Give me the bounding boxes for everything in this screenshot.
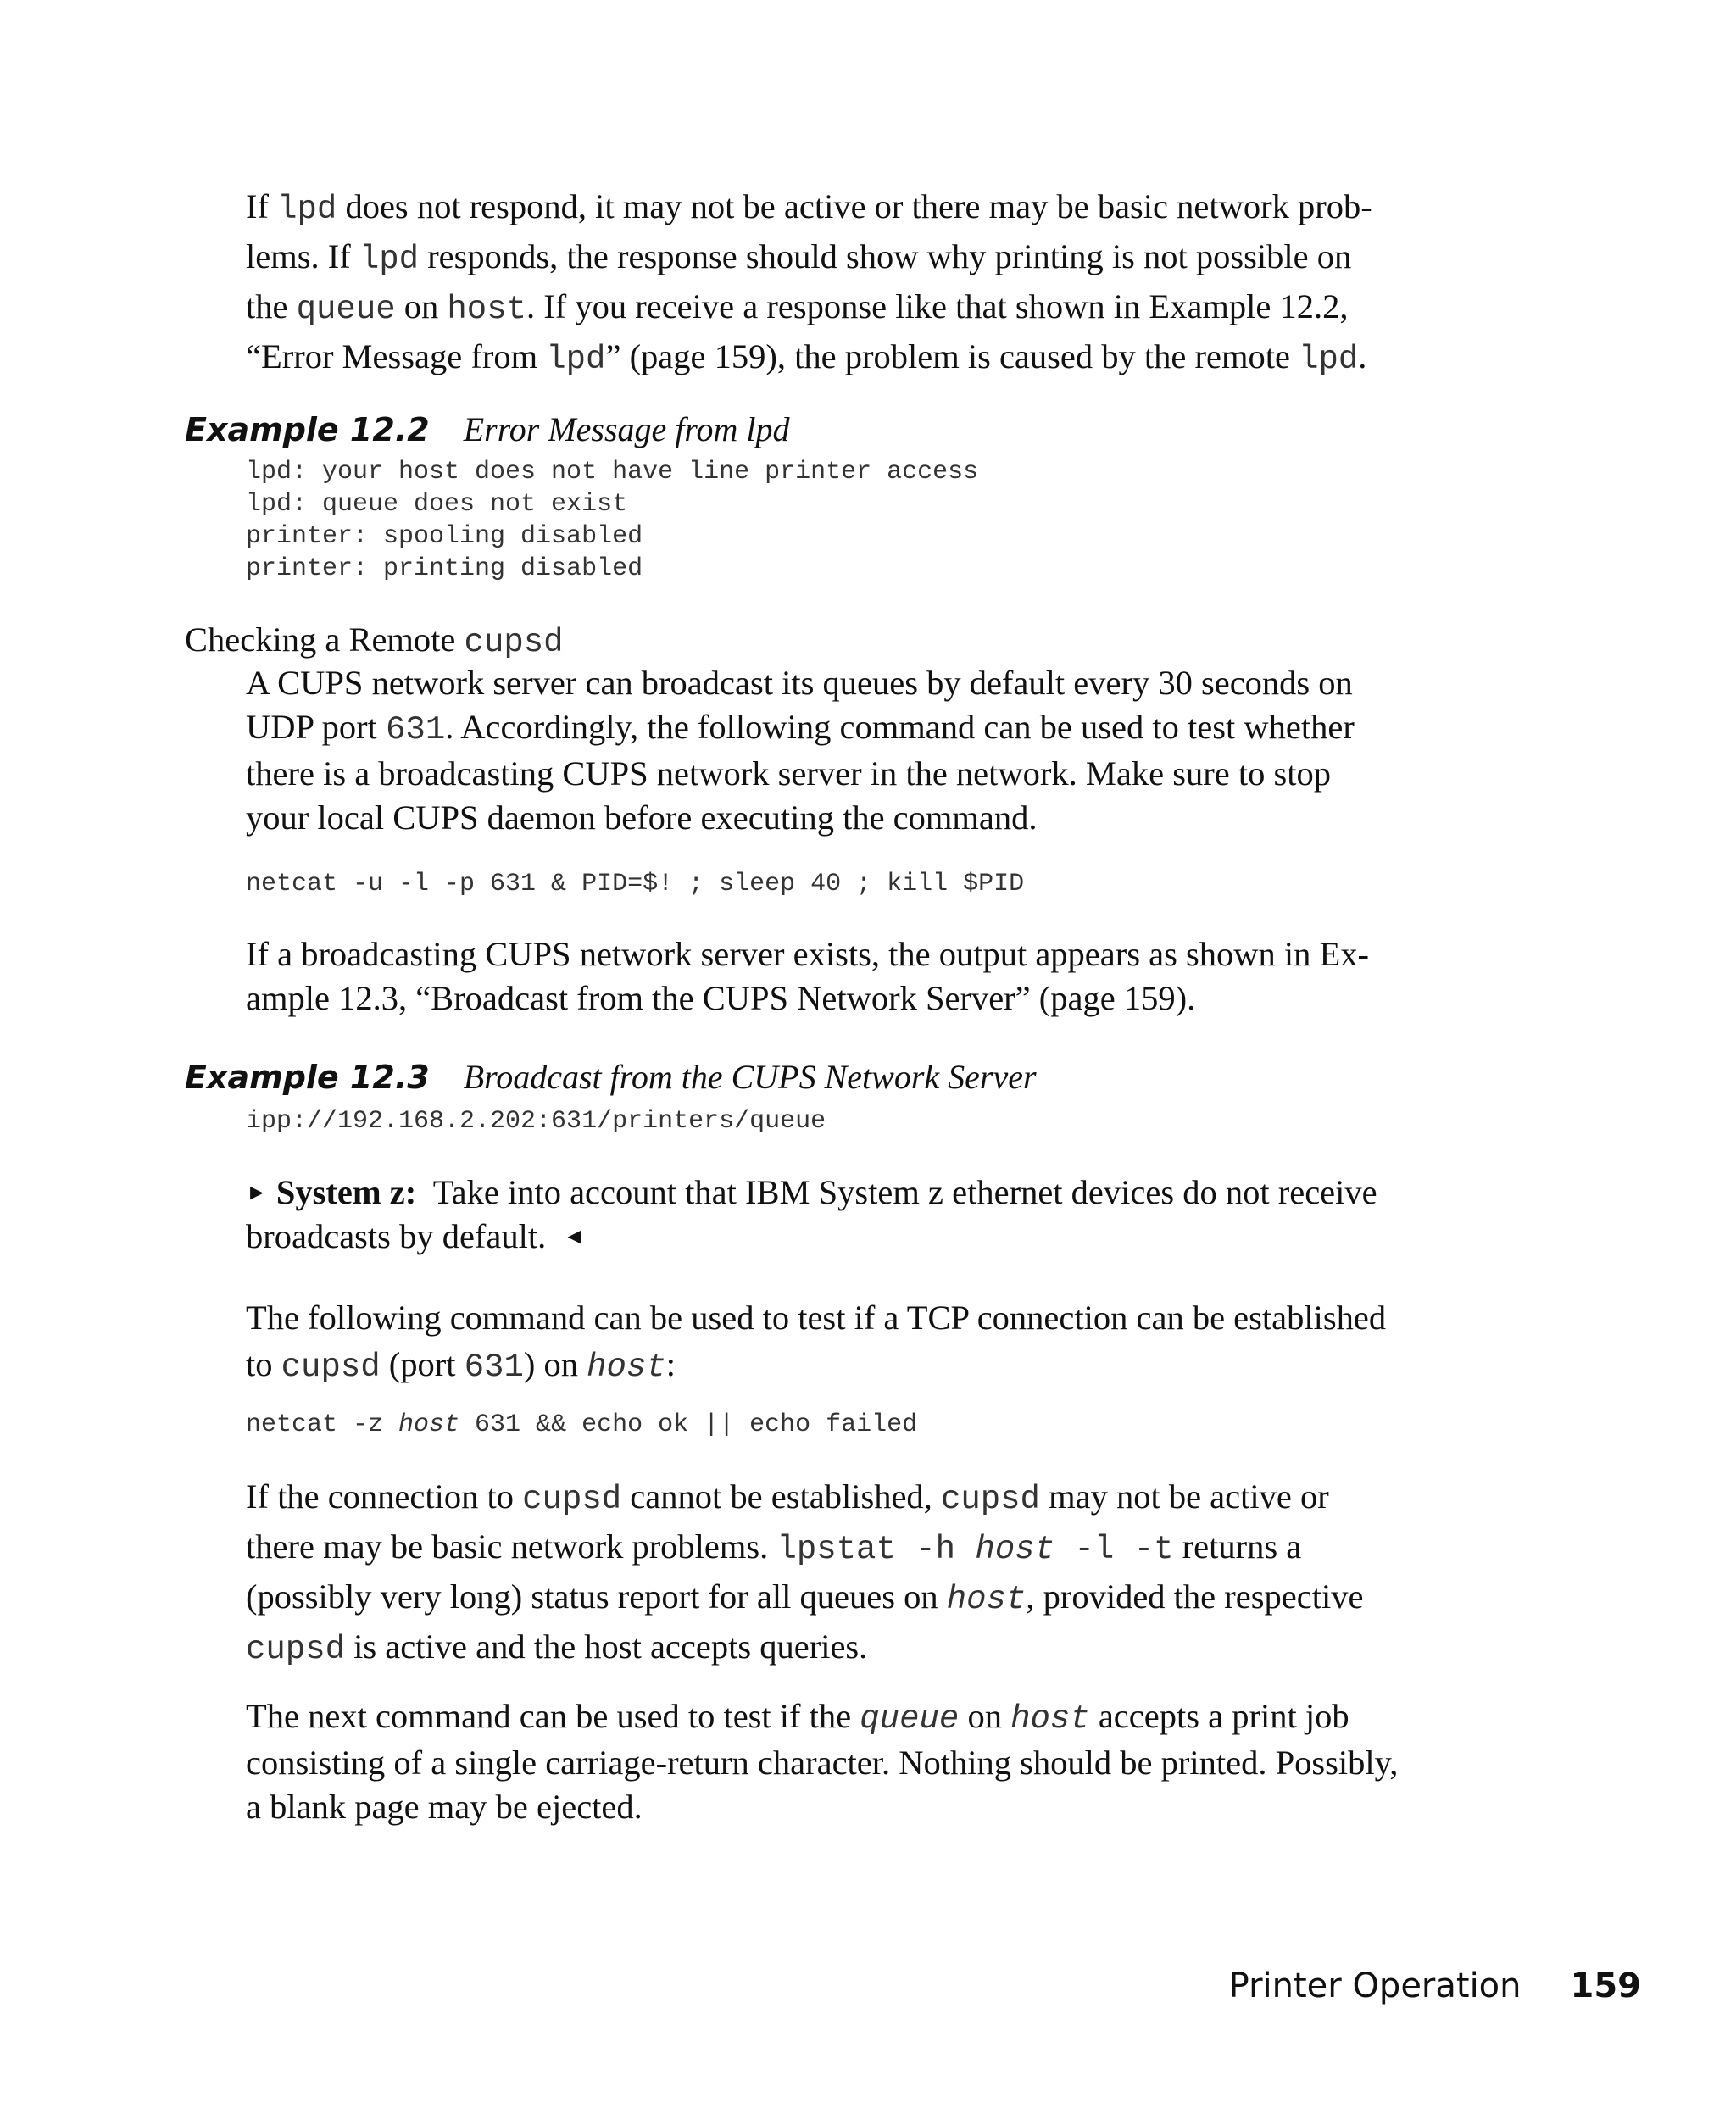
code-block-broadcast: ipp://192.168.2.202:631/printers/queue bbox=[246, 1107, 826, 1136]
paragraph-line: The next command can be used to test if the queue on host accepts a print job bbox=[246, 1697, 1349, 1738]
code-netcat-listen: netcat -u -l -p 631 & PID=$! ; sleep 40 ; kill $PID bbox=[246, 870, 1025, 898]
paragraph-line: to cupsd (port 631) on host: bbox=[246, 1345, 676, 1386]
paragraph-line: A CUPS network server can broadcast its queues by default every 30 seconds on bbox=[246, 664, 1353, 702]
paragraph-broadcast-output bbox=[246, 932, 1424, 1021]
example-label: Example 12.2 bbox=[185, 411, 430, 448]
paragraph-line: broadcasts by default. ◄ bbox=[246, 1217, 586, 1255]
note-end-marker-icon: ◄ bbox=[563, 1224, 586, 1249]
paragraph-line: If lpd does not respond, it may not be active or there may be basic network prob- bbox=[246, 187, 1372, 228]
paragraph-line: there may be basic network problems. lpstat -h host -l -t returns a bbox=[246, 1527, 1302, 1568]
paragraph-print-job-test bbox=[246, 1694, 1424, 1829]
paragraph-line: consisting of a single carriage-return character. Nothing should be printed. Possibly, bbox=[246, 1744, 1399, 1782]
code-line: printer: printing disabled bbox=[246, 554, 643, 583]
example-12-3-title bbox=[185, 1056, 1037, 1098]
code-line: printer: spooling disabled bbox=[246, 522, 643, 551]
example-12-2-title bbox=[185, 409, 790, 451]
paragraph-line: (possibly very long) status report for all queues on host, provided the respective bbox=[246, 1577, 1364, 1618]
paragraph-lpd-response bbox=[246, 183, 1424, 383]
paragraph-line: The following command can be used to test if a TCP connection can be established bbox=[246, 1299, 1387, 1337]
example-label: Example 12.3 bbox=[185, 1059, 430, 1096]
paragraph-line: your local CUPS daemon before executing the command. bbox=[246, 798, 1038, 837]
paragraph-tcp-test bbox=[246, 1294, 1424, 1391]
subheading-checking-remote-cupsd: Checking a Remote cupsd bbox=[185, 620, 564, 661]
paragraph-line: If the connection to cupsd cannot be established, cupsd may not be active or bbox=[246, 1477, 1329, 1518]
paragraph-line: ample 12.3, “Broadcast from the CUPS Network Server” (page 159). bbox=[246, 979, 1196, 1017]
code-line: lpd: queue does not exist bbox=[246, 490, 628, 519]
note-start-marker-icon: ► bbox=[246, 1180, 268, 1204]
paragraph-cups-broadcast bbox=[246, 661, 1424, 840]
page-number: 159 bbox=[1570, 1966, 1641, 2005]
note-system-z bbox=[246, 1171, 1424, 1259]
paragraph-line: If a broadcasting CUPS network server exists, the output appears as shown in Ex- bbox=[246, 935, 1369, 973]
paragraph-line: ► System z: Take into account that IBM System z ethernet devices do not receive bbox=[246, 1173, 1377, 1211]
paragraph-connection-failure bbox=[246, 1473, 1424, 1673]
code-line: lpd: your host does not have line printer access bbox=[246, 458, 979, 487]
paragraph-line: there is a broadcasting CUPS network server in the network. Make sure to stop bbox=[246, 754, 1331, 793]
paragraph-line: cupsd is active and the host accepts queries. bbox=[246, 1627, 868, 1668]
example-caption: Error Message from lpd bbox=[463, 410, 790, 448]
page-footer bbox=[1229, 1965, 1641, 2007]
paragraph-line: a blank page may be ejected. bbox=[246, 1788, 643, 1826]
paragraph-line: “Error Message from lpd” (page 159), the problem is caused by the remote lpd. bbox=[246, 337, 1367, 378]
example-caption: Broadcast from the CUPS Network Server bbox=[463, 1058, 1037, 1096]
code-netcat-connect: netcat -z host 631 && echo ok || echo failed bbox=[246, 1410, 918, 1439]
footer-section-title: Printer Operation bbox=[1228, 1966, 1522, 2005]
paragraph-line: the queue on host. If you receive a response like that shown in Example 12.2, bbox=[246, 287, 1349, 328]
note-label: System z: bbox=[275, 1173, 417, 1211]
paragraph-line: UDP port 631. Accordingly, the following command can be used to test whether bbox=[246, 708, 1355, 748]
paragraph-line: lems. If lpd responds, the response should show why printing is not possible on bbox=[246, 237, 1352, 278]
code-block-error-message bbox=[246, 456, 978, 585]
